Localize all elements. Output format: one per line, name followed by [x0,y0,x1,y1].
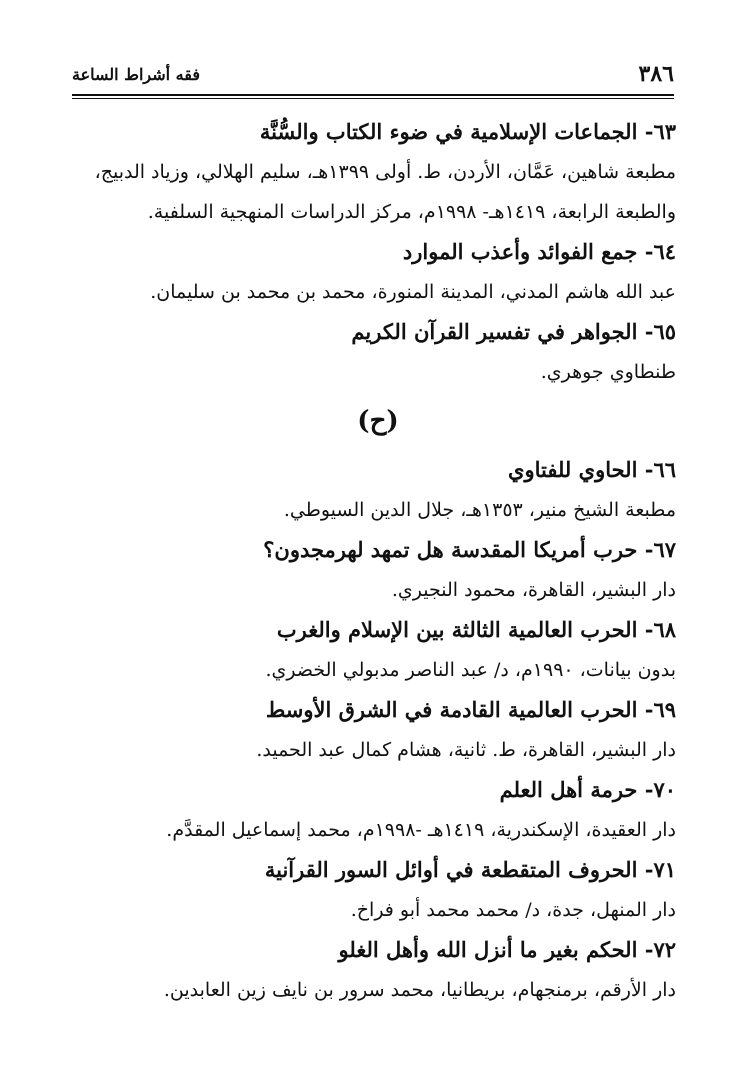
bibliography-entry [80,312,676,392]
running-title: فقه أشراط الساعة [72,65,200,84]
entry-line: مطبعة الشيخ منير، ١٣٥٣هـ، جلال الدين السيوطي. [283,499,676,521]
bibliography-entry [80,112,676,232]
bibliography-entry [80,450,676,530]
header-rule [72,94,674,96]
entry-title: ٦٥- الجواهر في تفسير القرآن الكريم [351,319,676,344]
bibliography-entry [80,850,676,930]
entry-line: مطبعة شاهين، عَمَّان، الأردن، ط. أولى ١٣٩٩هـ، سليم الهلالي، وزياد الدبيج، [94,161,676,183]
section-heading: (ح) [357,406,399,436]
header-rule-thin [72,98,674,99]
entry-title: ٦٦- الحاوي للفتاوي [508,457,676,482]
entry-line: دار البشير، القاهرة، ط. ثانية، هشام كمال عبد الحميد. [256,739,676,761]
entry-line: دار الأرقم، برمنجهام، بريطانيا، محمد سرور بن نايف زين العابدين. [163,979,676,1001]
entry-title: ٧١- الحروف المتقطعة في أوائل السور القرآنية [264,857,676,882]
entry-line: عبد الله هاشم المدني، المدينة المنورة، محمد بن محمد بن سليمان. [150,281,676,303]
entry-line: دار العقيدة، الإسكندرية، ١٤١٩هـ -١٩٩٨م، محمد إسماعيل المقدَّم. [166,819,676,841]
entry-title: ٧٠- حرمة أهل العلم [499,777,676,802]
entry-line: طنطاوي جوهري. [540,361,676,383]
entry-line: دار البشير، القاهرة، محمود النجيري. [391,579,676,601]
entry-line: بدون بيانات، ١٩٩٠م، د/ عبد الناصر مدبولي الخضري. [265,659,676,681]
entry-line: والطبعة الرابعة، ١٤١٩هـ- ١٩٩٨م، مركز الدراسات المنهجية السلفية. [147,201,676,223]
bibliography-body [80,112,676,1010]
entry-title: ٦٣- الجماعات الإسلامية في ضوء الكتاب والسُّنَّة [259,119,676,144]
bibliography-entry [80,930,676,1010]
page-number: ٣٨٦ [638,61,674,87]
bibliography-entry [80,232,676,312]
bibliography-entry [80,770,676,850]
bibliography-entry [80,690,676,770]
entry-title: ٦٩- الحرب العالمية القادمة في الشرق الأوسط [265,697,676,722]
entry-title: ٧٢- الحكم بغير ما أنزل الله وأهل الغلو [338,937,676,962]
bibliography-entry [80,610,676,690]
page-header [72,60,674,94]
entry-title: ٦٧- حرب أمريكا المقدسة هل تمهد لهرمجدون؟ [263,537,676,562]
entry-title: ٦٤- جمع الفوائد وأعذب الموارد [402,239,676,264]
bibliography-entry [80,530,676,610]
entry-title: ٦٨- الحرب العالمية الثالثة بين الإسلام والغرب [276,617,676,642]
entry-line: دار المنهل، جدة، د/ محمد محمد أبو فراخ. [350,899,676,921]
